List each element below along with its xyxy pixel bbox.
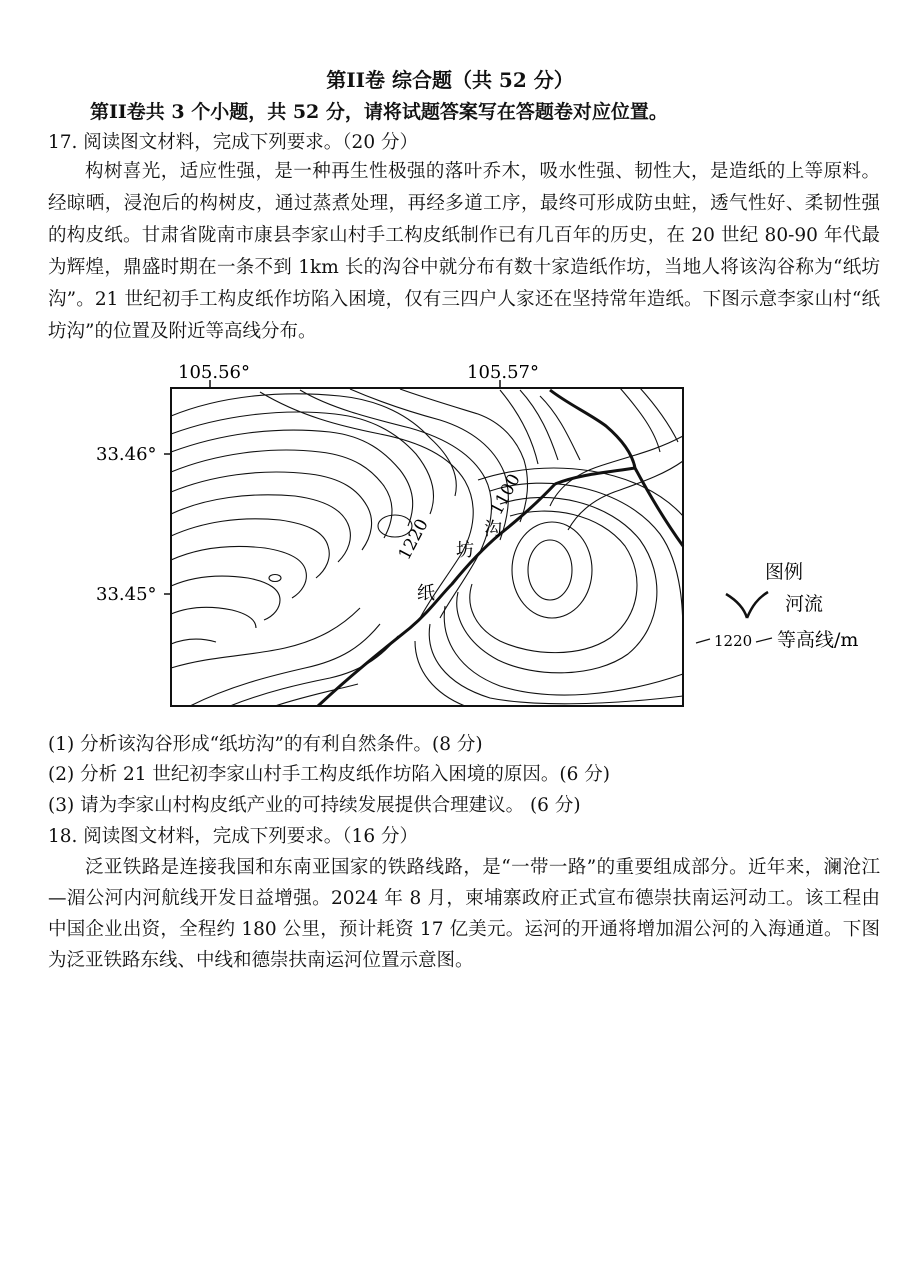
valley-river	[318, 484, 555, 706]
legend-title: 图例	[765, 561, 804, 583]
contour-label-1220: 1220	[394, 515, 433, 564]
question-18-paragraph: 泛亚铁路是连接我国和东南亚国家的铁路线路，是“一带一路”的重要组成部分。近年来，澜沧江—湄公河内河航线开发日益增强。2024 年 8 月，柬埔寨政府正式宣布德崇扶南运河动工。该工程由中国企业出资，全程约 180 公里，预计耗资 17 亿美元。运河的开通将增加湄公河的入海通道。下图为泛亚铁路东线、中线和德崇扶南运河位置示意图。	[48, 857, 880, 971]
latitude-top-label: 33.46°	[96, 444, 157, 465]
valley-char-zhi: 纸	[417, 583, 435, 604]
question-18-stem: 18. 阅读图文材料，完成下列要求。（16 分）	[48, 826, 418, 847]
contour-lines	[171, 388, 683, 706]
valley-char-fang: 坊	[456, 540, 474, 561]
question-17-paragraph: 构树喜光，适应性强，是一种再生性极强的落叶乔木，吸水性强、韧性大，是造纸的上等原料。经晾晒，浸泡后的构树皮，通过蒸煮处理，再经多道工序，最终可形成防虫蛀，透气性好、柔韧性强的构皮纸。甘肃省陇南市康县李家山村手工构皮纸制作已有几百年的历史，在 20 世纪 80-90 年代最为辉煌，鼎盛时期在一条不到 1km 长的沟谷中就分布有数十家造纸作坊，当地人将该沟谷称为“纸坊沟”。21 世纪初手工构皮纸作坊陷入困境，仅有三四户人家还在坚持常年造纸。下图示意李家山村“纸坊沟”的位置及附近等高线分布。	[48, 161, 880, 342]
main-river-link	[555, 468, 635, 484]
question-17-sub-2: (2) 分析 21 世纪初李家山村手工构皮纸作坊陷入困境的原因。(6 分)	[48, 764, 610, 785]
legend-river-label: 河流	[785, 593, 824, 615]
latitude-bottom-label: 33.45°	[96, 584, 157, 605]
rivers	[318, 390, 683, 706]
contour-map	[80, 356, 880, 716]
section-title: 第II卷 综合题（共 52 分）	[326, 68, 574, 92]
question-17-sub-3: (3) 请为李家山村构皮纸产业的可持续发展提供合理建议。 (6 分)	[48, 795, 581, 816]
question-17-stem: 17. 阅读图文材料，完成下列要求。（20 分）	[48, 132, 418, 153]
legend-contour-value: 1220	[714, 632, 753, 650]
legend-contour-symbol-right	[756, 638, 772, 642]
contour-map-figure	[80, 356, 880, 720]
legend-river-symbol	[726, 592, 768, 618]
section-instruction: 第II卷共 3 个小题，共 52 分，请将试题答案写在答题卷对应位置。	[90, 101, 668, 123]
legend-contour-label: 等高线/m	[777, 629, 859, 651]
legend-contour-symbol-left	[696, 639, 710, 643]
longitude-right-label: 105.57°	[467, 362, 539, 383]
main-river-east	[635, 468, 683, 546]
valley-char-gou: 沟	[484, 519, 502, 540]
question-17-sub-1: (1) 分析该沟谷形成“纸坊沟”的有利自然条件。(8 分)	[48, 734, 483, 755]
contour-label-1100: 1100	[486, 470, 525, 519]
main-river-north	[550, 390, 635, 468]
longitude-left-label: 105.56°	[178, 362, 250, 383]
